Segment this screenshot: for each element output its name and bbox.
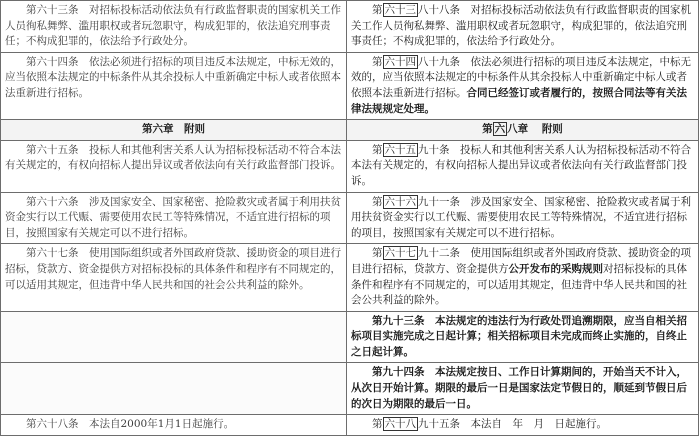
old-article-number: 六十三: [384, 4, 416, 16]
new-article-94: [347, 363, 699, 415]
added-text: 第九十三条 本法规定的违法行为行政处罚追溯期限，应当自相关招标项目实施完成之日起计算；相关招标项目未完成而终止实施的，自终止之日起计算。: [351, 314, 687, 358]
new-article-number: 九十五: [418, 418, 450, 431]
table-row: [1, 311, 699, 363]
added-text: 第九十四条 本法规定按日、工作日计算期间的，开始当天不计入，从次日开始计算。期限的最后一日是国家法定节假日的，顺延到节假日后的次日为期限的最后一日。: [351, 366, 687, 410]
new-chapter-number: 八: [507, 123, 518, 136]
old-chapter-number: 六: [494, 123, 506, 136]
old-article-68: 第六十八条 本法自2000年1月1日起施行。: [1, 415, 347, 436]
old-article-number: 六十五: [384, 143, 416, 156]
new-article-93: [347, 311, 699, 363]
old-article-empty: [1, 363, 347, 415]
table-row: [1, 52, 699, 119]
old-chapter-title: 第六章 附则: [1, 120, 347, 141]
table-row: [1, 140, 699, 192]
new-article-89: 第 六十四 八十九条 依法必须进行招标的项目违反本法规定，中标无效的，应当依照本法规定的中标条件从其余投标人中重新确定中标人或者依照本法重新进行招标。合同已经签订或者履行的，按照合同法等有关法律法规规定处理。: [347, 52, 699, 119]
old-article-number: 六十四: [384, 55, 416, 68]
new-article-92: 第 六十七 九十二条 使用国际组织或者外国政府贷款、援助资金的项目进行招标，贷款方、资金提供方公开发布的采购规则对招标投标的具体条件和程序有不同规定的，可以适用其规定，但违背中华人民共和国的社会公共利益的除外。: [347, 244, 699, 311]
old-article-empty: [1, 311, 347, 363]
old-article-number: 六十六: [384, 195, 416, 208]
old-article-66: 第六十六条 涉及国家安全、国家秘密、抢险救灾或者属于利用扶贫资金实行以工代赈、需要使用农民工等特殊情况，不适宜进行招标的项目，按照国家有关规定可以不进行招标。: [1, 192, 347, 244]
table-row: [1, 415, 699, 436]
old-article-number: 六十七: [384, 247, 416, 260]
new-article-number: 九十二: [418, 247, 450, 260]
chapter-heading-row: [1, 120, 699, 141]
added-text: 公开发布的采购规则: [508, 262, 603, 275]
new-article-91: 第 六十六 九十一条 涉及国家安全、国家秘密、抢险救灾或者属于利用扶贫资金实行以工代赈、需要使用农民工等特殊情况，不适宜进行招标的项目，按照国家有关规定可以不进行招标。: [347, 192, 699, 244]
table-row: [1, 1, 699, 53]
old-article-63: 第六十三条 对招标投标活动依法负有行政监督职责的国家机关工作人员徇私舞弊、滥用职权或者玩忽职守，构成犯罪的，依法追究刑事责任；不构成犯罪的，依法给予行政处分。: [1, 1, 347, 53]
new-chapter-title: 第 六 八章 附则: [347, 120, 699, 141]
new-article-number: 九十一: [418, 195, 450, 208]
table-row: [1, 244, 699, 311]
added-text: 合同已经签订或者履行的，按照合同法等有关法律法规规定处理。: [351, 86, 687, 115]
new-article-90: 第 六十五 九十条 投标人和其他利害关系人认为招标投标活动不符合本法有关规定的，有权向招标人提出异议或者依法向有关行政监督部门投诉。: [347, 140, 699, 192]
old-article-64: 第六十四条 依法必须进行招标的项目违反本法规定，中标无效的，应当依照本法规定的中标条件从其余投标人中重新确定中标人或者依照本法重新进行招标。: [1, 52, 347, 119]
table-row: [1, 192, 699, 244]
new-article-95: 第 六十八 九十五条 本法自 年 月 日起施行。: [347, 415, 699, 436]
new-article-88: 第 六十三 八十八条 对招标投标活动依法负有行政监督职责的国家机关工作人员徇私舞弊、滥用职权或者玩忽职守，构成犯罪的，依法追究刑事责任；不构成犯罪的，依法给予行政处分。: [347, 1, 699, 53]
new-article-number: 八十九: [418, 55, 450, 68]
old-article-65: 第六十五条 投标人和其他利害关系人认为招标投标活动不符合本法有关规定的，有权向招标人提出异议或者依法向有关行政监督部门投诉。: [1, 140, 347, 192]
table-row: [1, 363, 699, 415]
new-article-number: 八十八: [418, 4, 450, 16]
new-article-number: 九十: [418, 143, 439, 156]
old-article-67: 第六十七条 使用国际组织或者外国政府贷款、援助资金的项目进行招标，贷款方、资金提供方对招标投标的具体条件和程序有不同规定的，可以适用其规定，但违背中华人民共和国的社会公共利益的除外。: [1, 244, 347, 311]
old-article-number: 六十八: [384, 418, 416, 431]
